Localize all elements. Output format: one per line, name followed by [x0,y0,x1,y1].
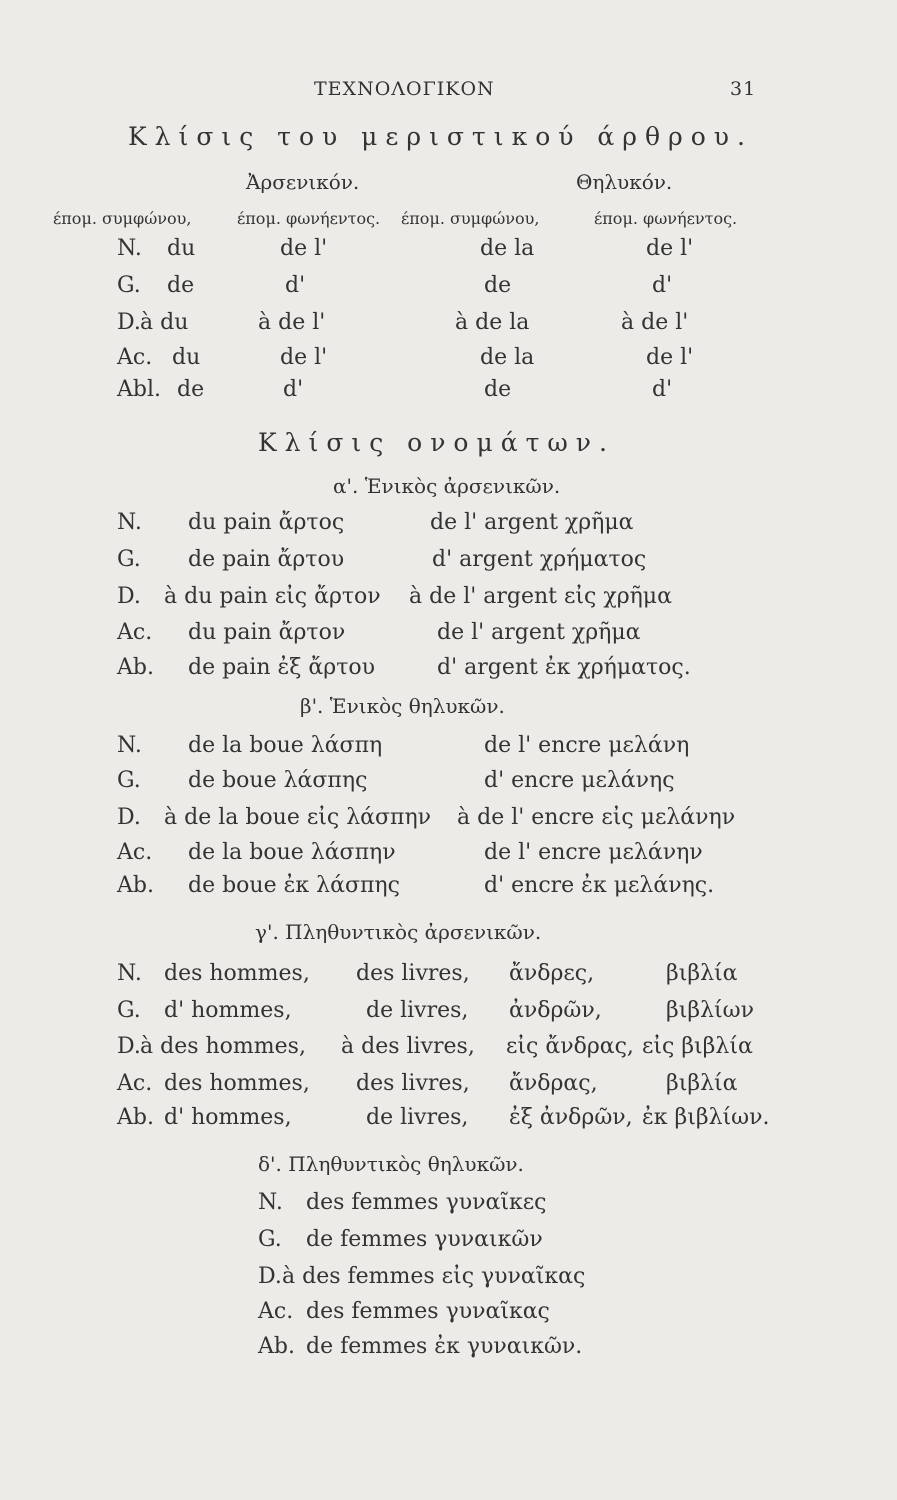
case-label: D. [117,310,141,335]
case-label: Ac. [117,840,153,865]
noun-heading: Κλίσις ονομάτων. [258,428,615,457]
table-cell: de femmes γυναικῶν [306,1227,543,1252]
table-cell: des hommes, [164,961,310,986]
table-cell: des femmes γυναῖκας [306,1299,550,1324]
table-cell: d' [285,273,306,298]
table-cell: de pain ἄρτου [188,547,345,572]
section-title: β'. Ἑνικὸς θηλυκῶν. [300,694,505,718]
case-label: Ab. [117,655,154,680]
table-cell: ἀνδρῶν, [509,998,602,1023]
column-label: έπομ. φωνήεντος. [237,209,381,228]
table-cell: à des livres, [341,1034,475,1059]
column-label: έπομ. φωνήεντος. [594,209,738,228]
case-label: Abl. [117,377,161,402]
case-label: D. [117,584,141,609]
table-cell: ἐκ βιβλίων. [642,1105,770,1130]
table-cell: des livres, [356,961,470,986]
table-cell: ἄνδρας, [509,1071,598,1096]
table-row [0,840,897,876]
case-label: N. [117,236,142,261]
table-row [0,1105,897,1141]
table-cell: de l' [646,236,694,261]
table-cell: à de l' argent εἰς χρῆμα [409,584,672,609]
table-cell: βιβλία [666,1071,738,1096]
table-row [0,961,897,997]
table-cell: d' hommes, [164,1105,292,1130]
gender-label-masculine: Ἀρσενικόν. [246,170,360,194]
table-row [0,655,897,691]
table-cell: de l' [646,345,694,370]
case-label: D. [117,1034,141,1059]
table-row [0,1334,897,1370]
table-cell: de la [480,236,535,261]
case-label: G. [117,273,141,298]
table-cell: de l' encre μελάνη [484,733,690,758]
table-row [0,377,897,413]
section-title: γ'. Πληθυντικὸς ἀρσενικῶν. [255,920,542,944]
table-cell: βιβλίων [666,998,754,1023]
case-label: D. [258,1264,282,1289]
case-label: Ac. [117,620,153,645]
case-label: N. [117,961,142,986]
case-label: Ab. [117,873,154,898]
case-label: G. [117,998,141,1023]
table-row [0,310,897,346]
table-row [0,345,897,381]
table-row [0,1034,897,1070]
table-row [0,620,897,656]
table-cell: ἐξ ἀνδρῶν, [509,1105,633,1130]
table-row [0,273,897,309]
table-row [0,547,897,583]
table-cell: du pain ἄρτον [188,620,346,645]
section-title: δ'. Πληθυντικὸς θηλυκῶν. [258,1152,524,1176]
table-cell: de livres, [366,998,469,1023]
table-cell: d' [283,377,304,402]
table-cell: ἄνδρες, [509,961,595,986]
table-cell: de l' encre μελάνην [484,840,703,865]
table-cell: de pain ἐξ ἄρτου [188,655,375,680]
table-cell: de [167,273,195,298]
table-cell: à des hommes, [140,1034,306,1059]
table-cell: de [177,377,205,402]
table-row [0,236,897,272]
case-label: Ac. [258,1299,294,1324]
table-cell: à de la [455,310,530,335]
table-cell: de l' [280,236,328,261]
table-cell: εἰς ἄνδρας, [506,1034,634,1059]
table-cell: à des femmes εἰς γυναῖκας [282,1264,586,1289]
column-label: έπομ. συμφώνου, [401,209,540,228]
table-cell: du [167,236,196,261]
case-label: Ac. [117,1071,153,1096]
case-label: Ab. [117,1105,154,1130]
table-row [0,733,897,769]
table-cell: de livres, [366,1105,469,1130]
case-label: G. [258,1227,282,1252]
case-label: G. [117,768,141,793]
column-label: έπομ. συμφώνου, [53,209,192,228]
table-row [0,1227,897,1263]
table-row [0,1264,897,1300]
case-label: D. [117,805,141,830]
case-label: G. [117,547,141,572]
table-cell: à du [140,310,189,335]
table-cell: à de la boue εἰς λάσπην [164,805,432,830]
table-cell: à de l' [258,310,326,335]
table-cell: de l' argent χρῆμα [430,510,634,535]
table-cell: du [172,345,201,370]
table-cell: des femmes γυναῖκες [306,1190,547,1215]
table-row [0,1299,897,1335]
case-label: N. [117,733,142,758]
table-cell: de l' [280,345,328,370]
table-cell: d' encre ἐκ μελάνης. [484,873,715,898]
table-row [0,873,897,909]
table-row [0,584,897,620]
table-cell: de [484,273,512,298]
gender-label-feminine: Θηλυκόν. [576,170,673,194]
table-cell: de la [480,345,535,370]
table-cell: βιβλία [666,961,738,986]
table-row [0,805,897,841]
table-cell: de la boue λάσπη [188,733,383,758]
table-row [0,510,897,546]
table-cell: à du pain εἰς ἄρτον [164,584,381,609]
table-cell: des livres, [356,1071,470,1096]
table-cell: de l' argent χρῆμα [437,620,641,645]
table-cell: à de l' encre εἰς μελάνην [457,805,736,830]
table-row [0,1071,897,1107]
table-cell: des hommes, [164,1071,310,1096]
table-cell: d' [652,273,673,298]
case-label: N. [117,510,142,535]
table-cell: de femmes ἐκ γυναικῶν. [306,1334,583,1359]
table-cell: εἰς βιβλία [642,1034,753,1059]
case-label: Ab. [258,1334,295,1359]
table-row [0,1190,897,1226]
table-cell: de la boue λάσπην [188,840,396,865]
table-cell: du pain ἄρτος [188,510,345,535]
table-cell: de [484,377,512,402]
table-cell: à de l' [621,310,689,335]
case-label: N. [258,1190,283,1215]
table-cell: de boue λάσπης [188,768,368,793]
table-cell: d' [652,377,673,402]
table-cell: d' encre μελάνης [484,768,675,793]
article-heading: Κλίσις του μεριστικού άρθρου. [128,122,753,151]
table-cell: d' argent ἐκ χρήματος. [437,655,691,680]
table-cell: de boue ἐκ λάσπης [188,873,400,898]
running-head: ΤΕΧΝΟΛΟΓΙΚΟΝ [314,78,495,100]
table-cell: d' argent χρήματος [432,547,647,572]
case-label: Ac. [117,345,153,370]
page-number: 31 [730,78,757,100]
table-cell: d' hommes, [164,998,292,1023]
section-title: α'. Ἑνικὸς ἀρσενικῶν. [333,474,561,498]
table-row [0,998,897,1034]
table-row [0,768,897,804]
